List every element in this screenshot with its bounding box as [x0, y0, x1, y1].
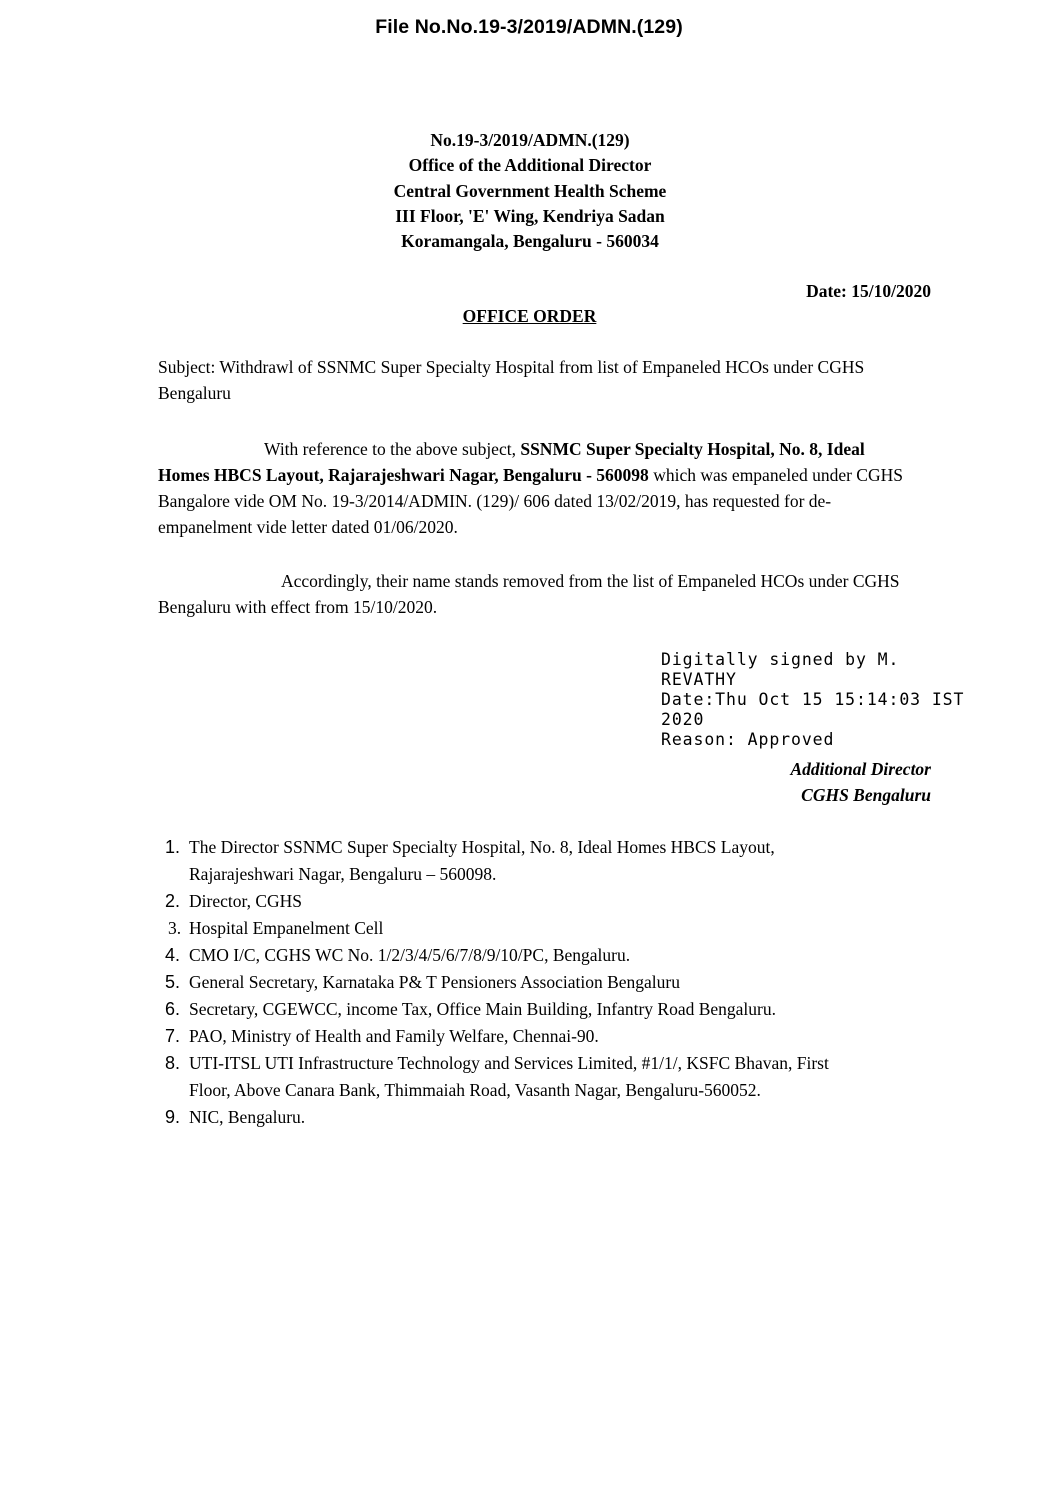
hospital-name-address: SSNMC Super Specialty Hospital, No. 8, Ideal Homes HBCS Layout, Rajarajeshwari Nagar, Bengaluru - 560098 [158, 439, 865, 485]
list-item-text: CMO I/C, CGHS WC No. 1/2/3/4/5/6/7/8/9/10/PC, Bengaluru. [189, 945, 631, 965]
list-item-text: UTI-ITSL UTI Infrastructure Technology and Services Limited, #1/1/, KSFC Bhavan, First [189, 1053, 829, 1073]
list-item [160, 915, 920, 942]
order-date: Date: 15/10/2020 [806, 281, 931, 301]
reference-number: No.19-3/2019/ADMN.(129) [430, 130, 630, 150]
list-number: 5. [165, 972, 181, 992]
order-title: OFFICE ORDER [462, 306, 597, 326]
signature-line: 2020 [661, 710, 705, 729]
signature-line: Digitally signed by M. [661, 650, 900, 669]
list-item-text: Hospital Empanelment Cell [189, 918, 384, 938]
list-item [160, 834, 920, 888]
order-title-row [0, 306, 1058, 327]
digital-signature [661, 650, 1051, 750]
list-item [160, 942, 920, 969]
list-item-text: PAO, Ministry of Health and Family Welfare, Chennai-90. [189, 1026, 599, 1046]
list-item [160, 1050, 920, 1104]
address-line-1: III Floor, 'E' Wing, Kendriya Sadan [395, 205, 665, 226]
list-number: 2. [165, 891, 181, 911]
paragraph-1-lead: With reference to the above subject, [264, 439, 521, 459]
list-item-text: Director, CGHS [189, 891, 303, 911]
list-item-text: NIC, Bengaluru. [189, 1107, 306, 1127]
list-number: 6. [165, 999, 181, 1019]
list-item-text: General Secretary, Karnataka P& T Pensioners Association Bengaluru [189, 972, 680, 992]
signatory-designation [791, 756, 932, 808]
scheme-name: Central Government Health Scheme [393, 180, 667, 201]
list-item [160, 969, 920, 996]
body-paragraph-1 [158, 436, 918, 540]
list-item-text: The Director SSNMC Super Specialty Hospital, No. 8, Ideal Homes HBCS Layout, [189, 837, 775, 857]
file-number: File No.No.19-3/2019/ADMN.(129) [375, 16, 683, 38]
copy-to-list [160, 834, 920, 1131]
list-number: 9. [165, 1107, 181, 1127]
signature-line: REVATHY [661, 670, 737, 689]
office-address-block [230, 128, 830, 254]
body-paragraph-2 [158, 568, 928, 620]
list-item-text: Floor, Above Canara Bank, Thimmaiah Road, Vasanth Nagar, Bengaluru-560052. [189, 1080, 761, 1100]
designation-title: Additional Director [790, 759, 931, 779]
list-item [160, 888, 920, 915]
paragraph-2-text: Accordingly, their name stands removed from the list of Empaneled HCOs under CGHS Bengaluru with effect from 15/10/2020. [158, 571, 900, 617]
office-name: Office of the Additional Director [408, 155, 652, 176]
designation-office: CGHS Bengaluru [801, 785, 931, 805]
list-item-text: Rajarajeshwari Nagar, Bengaluru – 560098. [189, 864, 497, 884]
list-item [160, 1023, 920, 1050]
list-item [160, 1104, 920, 1131]
address-line-2: Koramangala, Bengaluru - 560034 [401, 231, 659, 252]
paragraph-1-rest: which was empaneled under CGHS Bangalore vide OM No. 19-3/2014/ADMIN. (129)/ 606 dated 13/02/2019, has requested for de-empanelment vide letter dated 01/06/2020. [158, 465, 903, 537]
signature-line: Reason: Approved [661, 730, 835, 749]
list-number: 7. [165, 1026, 181, 1046]
list-number: 8. [165, 1053, 181, 1073]
list-item-text: Secretary, CGEWCC, income Tax, Office Main Building, Infantry Road Bengaluru. [189, 999, 776, 1019]
list-number: 3. [168, 918, 182, 938]
list-number: 1. [165, 837, 181, 857]
subject-line: Subject: Withdrawl of SSNMC Super Specialty Hospital from list of Empaneled HCOs under CGHS Bengaluru [158, 357, 865, 403]
list-item [160, 996, 920, 1023]
signature-line: Date:Thu Oct 15 15:14:03 IST [661, 690, 965, 709]
list-number: 4. [165, 945, 181, 965]
